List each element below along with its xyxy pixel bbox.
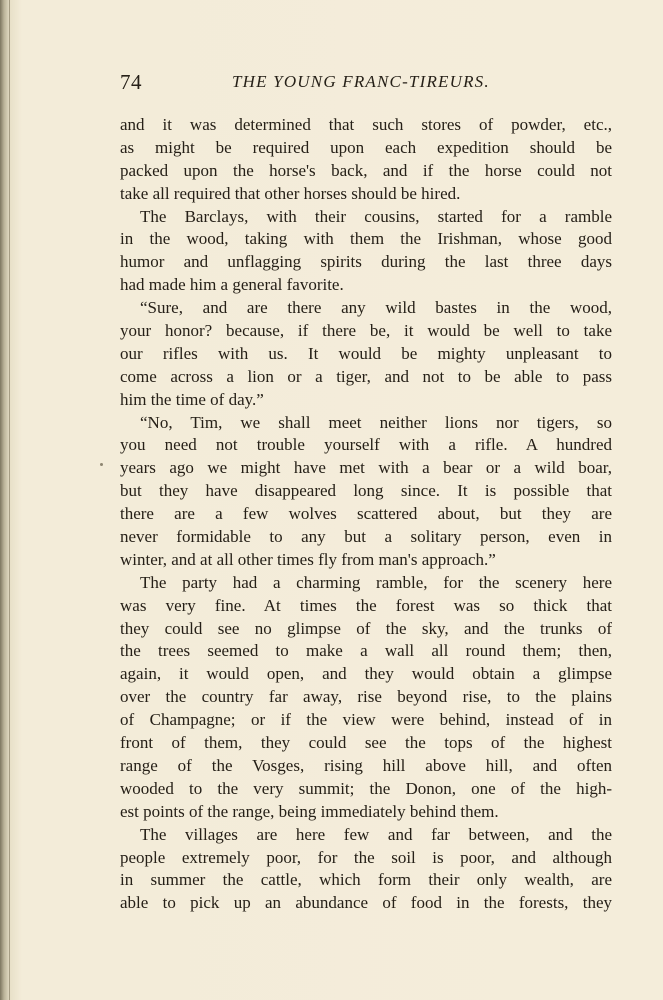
text-line: The Barclays, with their cousins, started for a ramble — [140, 206, 612, 226]
text-line: The party had a charming ramble, for the scenery here — [140, 572, 612, 592]
text-line: take all required that other horses should be hired. — [120, 183, 461, 203]
text-line: the trees seemed to make a wall all round them; then, — [120, 641, 612, 661]
text-line: had made him a general favorite. — [120, 275, 344, 295]
text-line: him the time of day.” — [120, 389, 264, 409]
text-line: humor and unflagging spirits during the last three days — [120, 252, 612, 272]
running-title: THE YOUNG FRANC-TIREURS. — [232, 72, 490, 91]
text-line: your honor? because, if there be, it would be well to take — [120, 321, 612, 341]
text-line: was very fine. At times the forest was so thick that — [120, 595, 612, 615]
text-line: est points of the range, being immediately behind them. — [120, 801, 499, 821]
text-line: but they have disappeared long since. It is possible that — [120, 481, 612, 501]
text-line: our rifles with us. It would be mighty unpleasant to — [120, 343, 612, 363]
text-line: range of the Vosges, rising hill above hill, and often — [120, 755, 612, 775]
text-line: in the wood, taking with them the Irishman, whose good — [120, 229, 612, 249]
text-line: in summer the cattle, which form their only wealth, are — [120, 870, 612, 890]
text-line: “No, Tim, we shall meet neither lions nor tigers, so — [140, 412, 612, 432]
page-number: 74 — [120, 70, 142, 94]
text-line: you need not trouble yourself with a rifle. A hundred — [120, 435, 612, 455]
text-line: there are a few wolves scattered about, but they are — [120, 504, 612, 524]
text-line: “Sure, and are there any wild bastes in the wood, — [140, 298, 612, 318]
page-header — [120, 70, 612, 100]
text-line: wooded to the very summit; the Donon, one of the high- — [120, 778, 612, 798]
text-line: again, it would open, and they would obtain a glimpse — [120, 664, 612, 684]
text-line: years ago we might have met with a bear or a wild boar, — [120, 458, 612, 478]
text-line: and it was determined that such stores of powder, etc., — [120, 115, 612, 134]
text-line: packed upon the horse's back, and if the horse could not — [120, 160, 612, 180]
text-line: The villages are here few and far between, and the — [140, 824, 612, 844]
page-gutter-edge — [9, 0, 10, 1000]
text-line: never formidable to any but a solitary person, even in — [120, 527, 612, 547]
text-line: as might be required upon each expedition should be — [120, 137, 612, 157]
text-line: able to pick up an abundance of food in the forests, they — [120, 893, 612, 913]
text-line: of Champagne; or if the view were behind, instead of in — [120, 710, 612, 730]
ink-speck — [100, 463, 103, 466]
text-line: come across a lion or a tiger, and not to be able to pass — [120, 366, 612, 386]
text-line: front of them, they could see the tops of the highest — [120, 733, 612, 753]
text-line: over the country far away, rise beyond rise, to the plains — [120, 687, 612, 707]
text-line: people extremely poor, for the soil is poor, and although — [120, 847, 612, 867]
body-text — [120, 114, 612, 915]
text-line: winter, and at all other times fly from man's approach.” — [120, 549, 496, 569]
text-line: they could see no glimpse of the sky, and the trunks of — [120, 618, 612, 638]
